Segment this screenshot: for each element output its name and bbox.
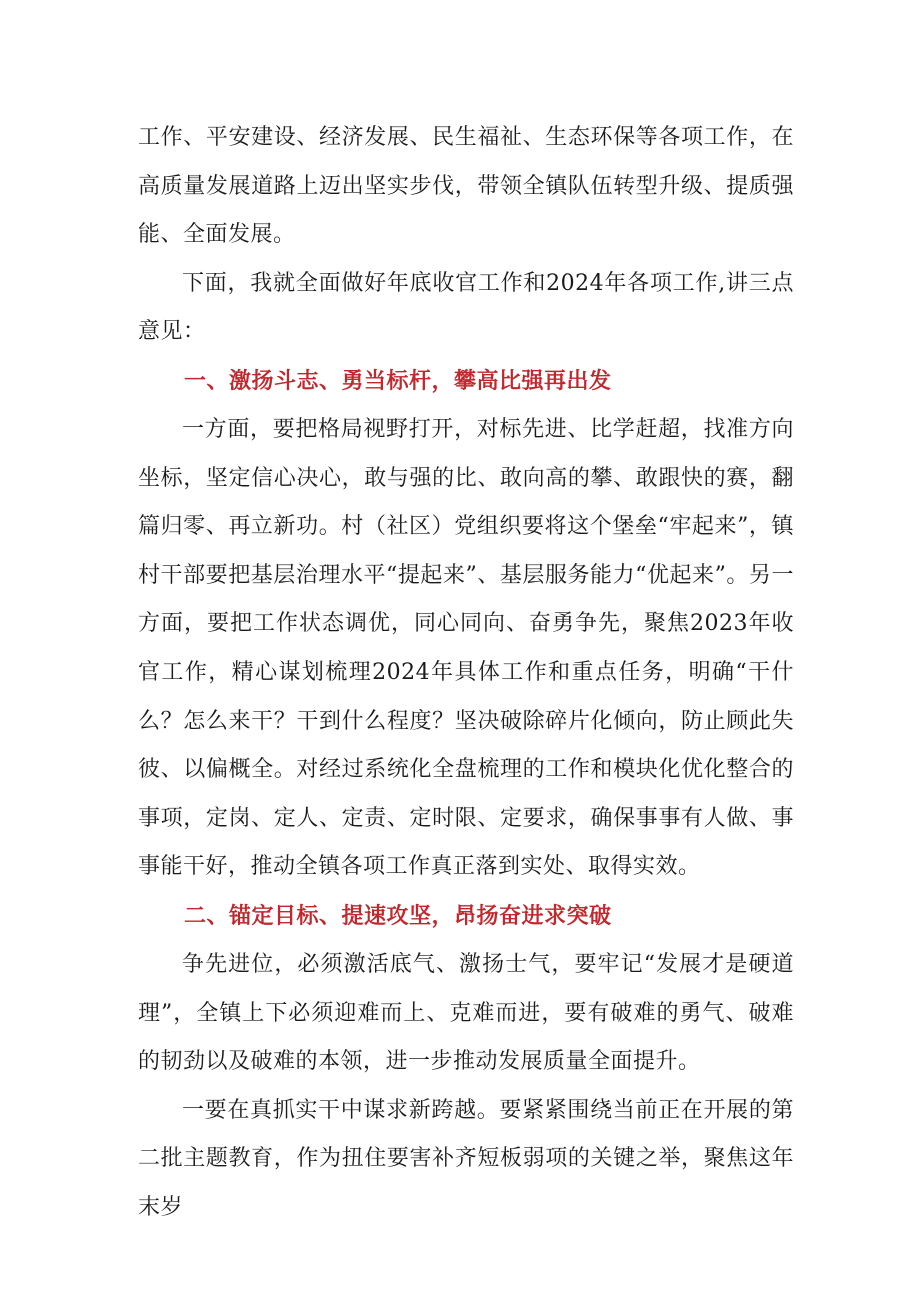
paragraph-point-1: 一要在真抓实干中谋求新跨越。要紧紧围绕当前正在开展的第二批主题教育，作为扭住要害补齐短板弱项的关键之举，聚焦这年末岁	[138, 1097, 794, 1220]
section-heading-1: 一、激扬斗志、勇当标杆，攀高比强再出发	[184, 368, 612, 394]
paragraph-continued: 工作、平安建设、经济发展、民生福祉、生态环保等各项工作，在高质量发展道路上迈出坚实步伐，带领全镇队伍转型升级、提质强能、全面发展。	[138, 125, 794, 248]
paragraph-section-2: 争先进位，必须激活底气、激扬士气，要牢记“发展才是硬道理”，全镇上下必须迎难而上、克难而进，要有破难的勇气、破难的韧劲以及破难的本领，进一步推动发展质量全面提升。	[138, 951, 794, 1075]
document-body	[138, 114, 794, 1232]
paragraph-section-1: 一方面，要把格局视野打开，对标先进、比学赶超，找准方向坐标，坚定信心决心，敢与强的比、敢向高的攀、敢跟快的赛，翻篇归零、再立新功。村（社区）党组织要将这个堡垒“牢起来”，镇村干部要把基层治理水平“提起来”、基层服务能力“优起来”。另一方面，要把工作状态调优，同心同向、奋勇争先，聚焦2023年收官工作，精心谋划梳理2024年具体工作和重点任务，明确“干什么？怎么来干？干到什么程度？坚决破除碎片化倾向，防止顾此失彼、以偏概全。对经过系统化全盘梳理的工作和模块化优化整合的事项，定岗、定人、定责、定时限、定要求，确保事事有人做、事事能干好，推动全镇各项工作真正落到实处、取得实效。	[138, 416, 794, 880]
paragraph-intro: 下面，我就全面做好年底收官工作和2024年各项工作,讲三点意见：	[138, 270, 794, 345]
section-heading-2: 二、锚定目标、提速攻坚，昂扬奋进求突破	[184, 903, 612, 929]
